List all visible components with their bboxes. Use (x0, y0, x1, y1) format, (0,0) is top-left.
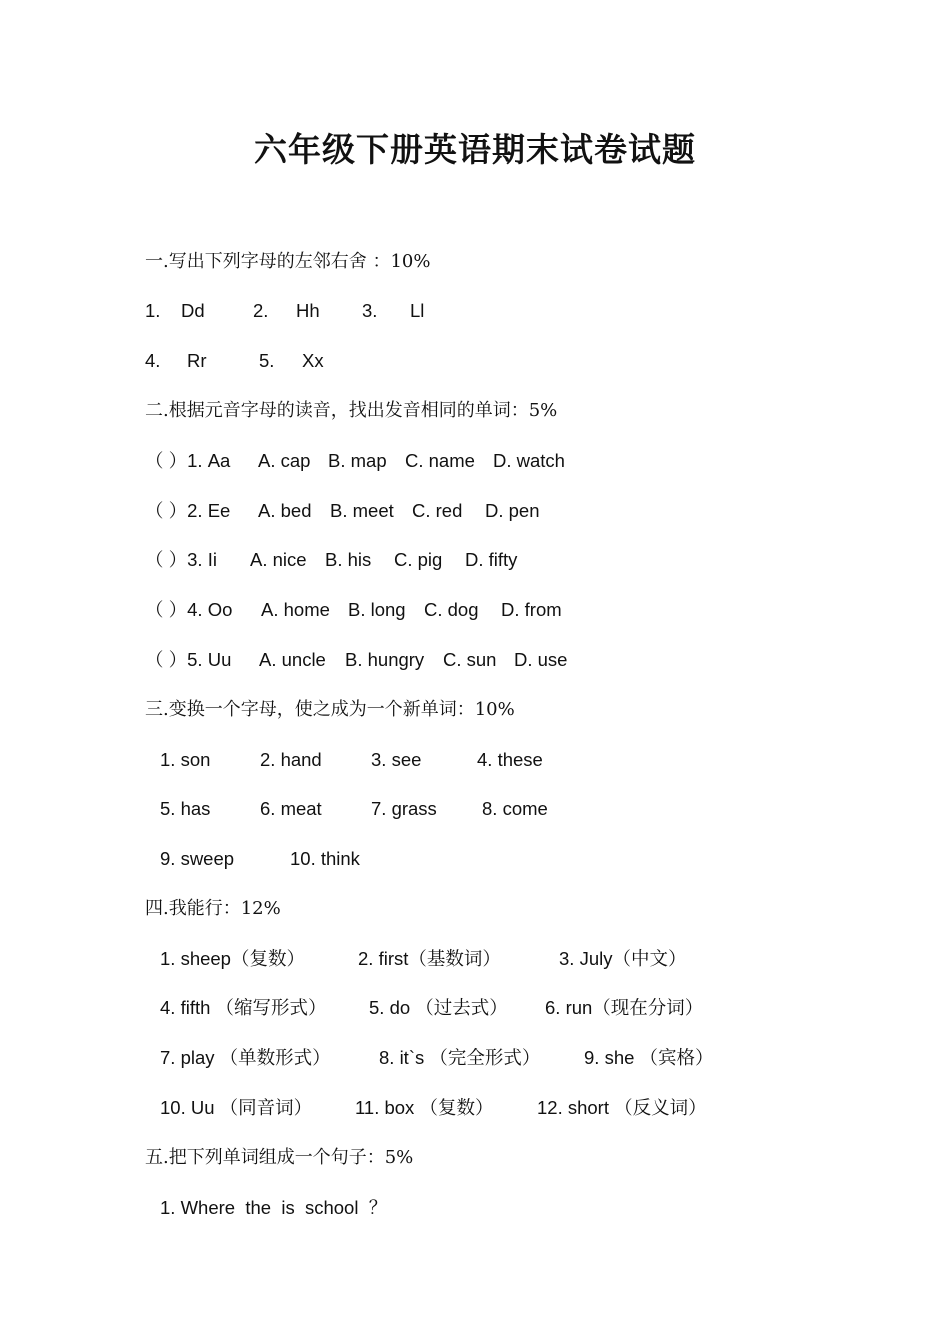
vowel-question-row (0, 546, 950, 574)
word-item: 5. has (160, 798, 211, 819)
word-item: 4. these (477, 749, 543, 770)
item-number: 4. (145, 350, 161, 371)
question-stem: （ ）1. Aa (145, 450, 231, 471)
question-stem: （ ）5. Uu (145, 649, 232, 670)
transform-item: 6. run（现在分词） (545, 997, 704, 1018)
page-title: 六年级下册英语期末试卷试题 (254, 130, 696, 169)
option-d: D. pen (485, 500, 540, 521)
word-item: 3. see (371, 749, 422, 770)
vowel-question-row (0, 447, 950, 475)
word-item: 6. meat (260, 798, 322, 819)
section-3-heading (0, 696, 950, 724)
section-1-heading (0, 248, 950, 276)
option-b: B. map (328, 450, 387, 471)
transform-item: 5. do （过去式） (369, 997, 508, 1018)
option-a: A. nice (250, 549, 307, 570)
option-d: D. use (514, 649, 568, 670)
option-c: C. pig (394, 549, 443, 570)
option-b: B. hungry (345, 649, 425, 670)
sentence-item: 1. Where the is school ？ (160, 1197, 388, 1218)
transform-item: 2. first（基数词） (358, 948, 501, 969)
letter-item: Rr (187, 350, 207, 371)
section-5-heading-text: 五.把下列单词组成一个句子：5% (145, 1147, 414, 1168)
option-c: C. sun (443, 649, 497, 670)
vowel-question-row (0, 497, 950, 525)
transform-item: 11. box （复数） (355, 1097, 494, 1118)
option-c: C. name (405, 450, 475, 471)
option-d: D. watch (493, 450, 565, 471)
letter-item: Xx (302, 350, 324, 371)
question-stem: （ ）2. Ee (145, 500, 231, 521)
transform-item: 12. short （反义词） (537, 1097, 707, 1118)
item-number: 2. (253, 300, 269, 321)
transform-item: 1. sheep（复数） (160, 948, 305, 969)
question-stem: （ ）3. Ii (145, 549, 217, 570)
option-c: C. red (412, 500, 463, 521)
section-5-heading (0, 1144, 950, 1172)
question-stem: （ ）4. Oo (145, 599, 233, 620)
vowel-question-row (0, 646, 950, 674)
transform-item: 10. Uu （同音词） (160, 1097, 313, 1118)
section-3-heading-text: 三.变换一个字母，使之成为一个新单词：10% (145, 699, 515, 720)
option-c: C. dog (424, 599, 479, 620)
section-4-heading-text: 四.我能行：12% (145, 898, 281, 919)
item-number: 1. (145, 300, 161, 321)
option-a: A. cap (258, 450, 311, 471)
option-d: D. fifty (465, 549, 518, 570)
vowel-question-row (0, 596, 950, 624)
option-b: B. long (348, 599, 406, 620)
letters-row-1 (0, 297, 950, 325)
transform-item: 7. play （单数形式） (160, 1047, 331, 1068)
letter-item: Dd (181, 300, 205, 321)
word-item: 8. come (482, 798, 548, 819)
letters-row-2 (0, 347, 950, 375)
transform-item: 9. she （宾格） (584, 1047, 714, 1068)
transform-item: 3. July（中文） (559, 948, 687, 969)
option-b: B. his (325, 549, 372, 570)
word-item: 10. think (290, 848, 360, 869)
word-item: 7. grass (371, 798, 437, 819)
transform-row-4 (0, 1094, 950, 1122)
letter-item: Ll (410, 300, 425, 321)
word-row-2 (0, 795, 950, 823)
section-2-heading (0, 397, 950, 425)
word-row-1 (0, 746, 950, 774)
word-item: 2. hand (260, 749, 322, 770)
section-2-heading-text: 二.根据元音字母的读音，找出发音相同的单词：5% (145, 400, 558, 421)
transform-row-1 (0, 945, 950, 973)
option-d: D. from (501, 599, 562, 620)
option-a: A. bed (258, 500, 312, 521)
option-a: A. uncle (259, 649, 326, 670)
transform-row-3 (0, 1044, 950, 1072)
transform-item: 8. it`s （完全形式） (379, 1047, 541, 1068)
word-row-3 (0, 845, 950, 873)
word-item: 9. sweep (160, 848, 235, 869)
letter-item: Hh (296, 300, 320, 321)
word-item: 1. son (160, 749, 211, 770)
section-4-heading (0, 895, 950, 923)
transform-row-2 (0, 994, 950, 1022)
transform-item: 4. fifth （缩写形式） (160, 997, 327, 1018)
item-number: 3. (362, 300, 378, 321)
sentence-row-1 (0, 1194, 950, 1222)
item-number: 5. (259, 350, 275, 371)
option-b: B. meet (330, 500, 394, 521)
option-a: A. home (261, 599, 330, 620)
section-1-heading-text: 一.写出下列字母的左邻右舍 ：10% (145, 251, 431, 272)
